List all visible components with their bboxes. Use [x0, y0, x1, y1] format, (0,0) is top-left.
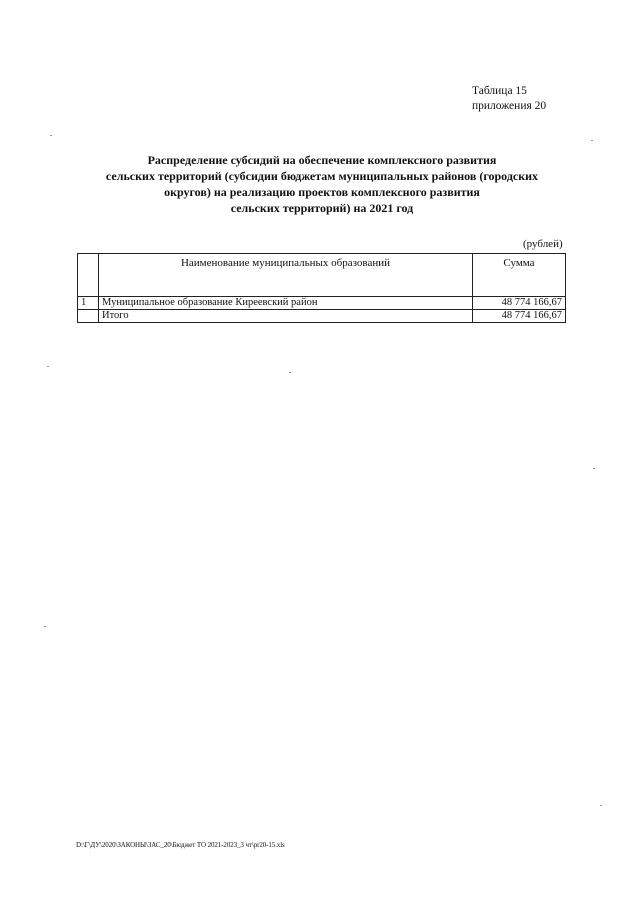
title-line-2: сельских территорий (субсидии бюджетам муниципальных районов (городских — [105, 169, 539, 183]
row-name: Итого — [99, 310, 473, 323]
row-name: Муниципальное образование Киреевский район — [99, 297, 473, 310]
table-row — [78, 297, 566, 310]
title-line-4: сельских территорий) на 2021 год — [230, 201, 414, 215]
scan-speck — [591, 140, 593, 141]
row-amount: 48 774 166,67 — [473, 310, 566, 323]
scan-speck — [289, 372, 291, 373]
table-total-row — [78, 310, 566, 323]
scan-speck — [47, 366, 49, 367]
table-number-label: Таблица 15 — [472, 85, 527, 97]
row-amount: 48 774 166,67 — [473, 297, 566, 310]
header-number — [78, 254, 99, 297]
scan-speck — [600, 805, 602, 806]
scan-speck — [593, 468, 595, 469]
subsidy-table — [77, 253, 566, 323]
title-line-3: округов) на реализацию проектов комплексного развития — [164, 185, 480, 199]
table-reference — [472, 84, 546, 114]
scan-speck — [50, 135, 52, 136]
document-title — [70, 152, 574, 216]
units-label: (рублей) — [523, 238, 563, 250]
header-name: Наименование муниципальных образований — [99, 254, 473, 297]
header-amount: Сумма — [473, 254, 566, 297]
appendix-label: приложения 20 — [472, 100, 547, 112]
table-header-row — [78, 254, 566, 297]
row-number: 1 — [78, 297, 99, 310]
row-number — [78, 310, 99, 323]
scan-speck — [44, 626, 46, 627]
title-line-1: Распределение субсидий на обеспечение комплексного развития — [147, 153, 497, 167]
file-path-footer: D:\Г\ДУ\2020\ЗАКОНЫ\ЗАС_20\Бюджет ТО 2021-2023_3 чт\pr20-15.xls — [76, 841, 285, 849]
